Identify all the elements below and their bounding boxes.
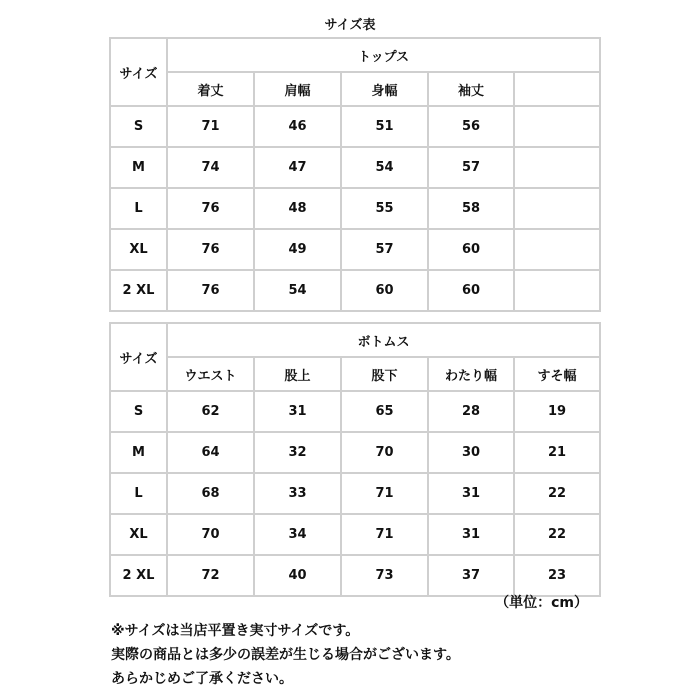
table-cell: 55 — [341, 188, 428, 229]
row-header-label: サイズ — [110, 38, 167, 106]
column-header: 袖丈 — [428, 72, 514, 106]
note-line: ※サイズは当店平置き実寸サイズです。 — [111, 623, 360, 639]
table-row — [110, 270, 600, 311]
table-row — [110, 555, 600, 596]
table-row — [110, 106, 600, 147]
column-header: ウエスト — [167, 357, 254, 391]
table-cell: 31 — [428, 514, 514, 555]
table-cell: 74 — [167, 147, 254, 188]
row-header-label: サイズ — [110, 323, 167, 391]
table-cell: 57 — [428, 147, 514, 188]
table-row — [110, 147, 600, 188]
size-label: XL — [110, 229, 167, 270]
table-cell: 40 — [254, 555, 341, 596]
table-cell: 22 — [514, 473, 600, 514]
table-cell: 54 — [341, 147, 428, 188]
table-cell: 76 — [167, 229, 254, 270]
table-cell: 47 — [254, 147, 341, 188]
notes-block — [111, 619, 460, 691]
table-cell: 32 — [254, 432, 341, 473]
table-cell: 68 — [167, 473, 254, 514]
unit-note: （単位：cm） — [495, 595, 588, 611]
table-cell: 60 — [428, 270, 514, 311]
table-cell: 49 — [254, 229, 341, 270]
table-cell: 72 — [167, 555, 254, 596]
table-cell: 76 — [167, 270, 254, 311]
size-label: S — [110, 106, 167, 147]
table-row — [110, 229, 600, 270]
bottoms-size-table — [109, 322, 601, 597]
table-cell: 31 — [428, 473, 514, 514]
note-line: あらかじめご了承ください。 — [111, 671, 293, 687]
size-label: L — [110, 188, 167, 229]
table-row — [110, 473, 600, 514]
column-header: 股下 — [341, 357, 428, 391]
table-cell: 62 — [167, 391, 254, 432]
column-header — [514, 72, 600, 106]
note-line: 実際の商品とは多少の誤差が生じる場合がございます。 — [111, 647, 460, 663]
table-cell: 71 — [167, 106, 254, 147]
table-cell: 28 — [428, 391, 514, 432]
table-cell: 71 — [341, 473, 428, 514]
table-cell: 57 — [341, 229, 428, 270]
table-cell: 70 — [167, 514, 254, 555]
table-cell: 46 — [254, 106, 341, 147]
tops-size-table — [109, 37, 601, 312]
table-cell: 48 — [254, 188, 341, 229]
table-row — [110, 432, 600, 473]
table-row — [110, 391, 600, 432]
size-label: 2 XL — [110, 555, 167, 596]
table-cell: 71 — [341, 514, 428, 555]
column-header: 肩幅 — [254, 72, 341, 106]
column-header: わたり幅 — [428, 357, 514, 391]
table-cell — [514, 106, 600, 147]
size-label: L — [110, 473, 167, 514]
table-cell: 37 — [428, 555, 514, 596]
column-header: すそ幅 — [514, 357, 600, 391]
size-label: M — [110, 432, 167, 473]
table-cell: 33 — [254, 473, 341, 514]
table-cell: 34 — [254, 514, 341, 555]
size-label: XL — [110, 514, 167, 555]
table-cell: 60 — [428, 229, 514, 270]
table-cell — [514, 147, 600, 188]
table-cell: 76 — [167, 188, 254, 229]
column-header: 着丈 — [167, 72, 254, 106]
table-row — [110, 188, 600, 229]
table-cell: 19 — [514, 391, 600, 432]
table-cell: 70 — [341, 432, 428, 473]
table-cell — [514, 188, 600, 229]
table-cell: 22 — [514, 514, 600, 555]
table-cell: 23 — [514, 555, 600, 596]
table-cell: 30 — [428, 432, 514, 473]
table-cell: 56 — [428, 106, 514, 147]
group-header-bottoms: ボトムス — [167, 323, 600, 357]
size-label: S — [110, 391, 167, 432]
table-cell: 64 — [167, 432, 254, 473]
table-cell: 58 — [428, 188, 514, 229]
table-cell — [514, 270, 600, 311]
table-cell: 21 — [514, 432, 600, 473]
table-cell — [514, 229, 600, 270]
column-header: 股上 — [254, 357, 341, 391]
table-cell: 65 — [341, 391, 428, 432]
size-label: M — [110, 147, 167, 188]
table-cell: 54 — [254, 270, 341, 311]
size-label: 2 XL — [110, 270, 167, 311]
page-title: サイズ表 — [324, 18, 376, 33]
table-cell: 31 — [254, 391, 341, 432]
column-header: 身幅 — [341, 72, 428, 106]
table-cell: 73 — [341, 555, 428, 596]
table-cell: 51 — [341, 106, 428, 147]
table-row — [110, 514, 600, 555]
group-header-tops: トップス — [167, 38, 600, 72]
table-cell: 60 — [341, 270, 428, 311]
